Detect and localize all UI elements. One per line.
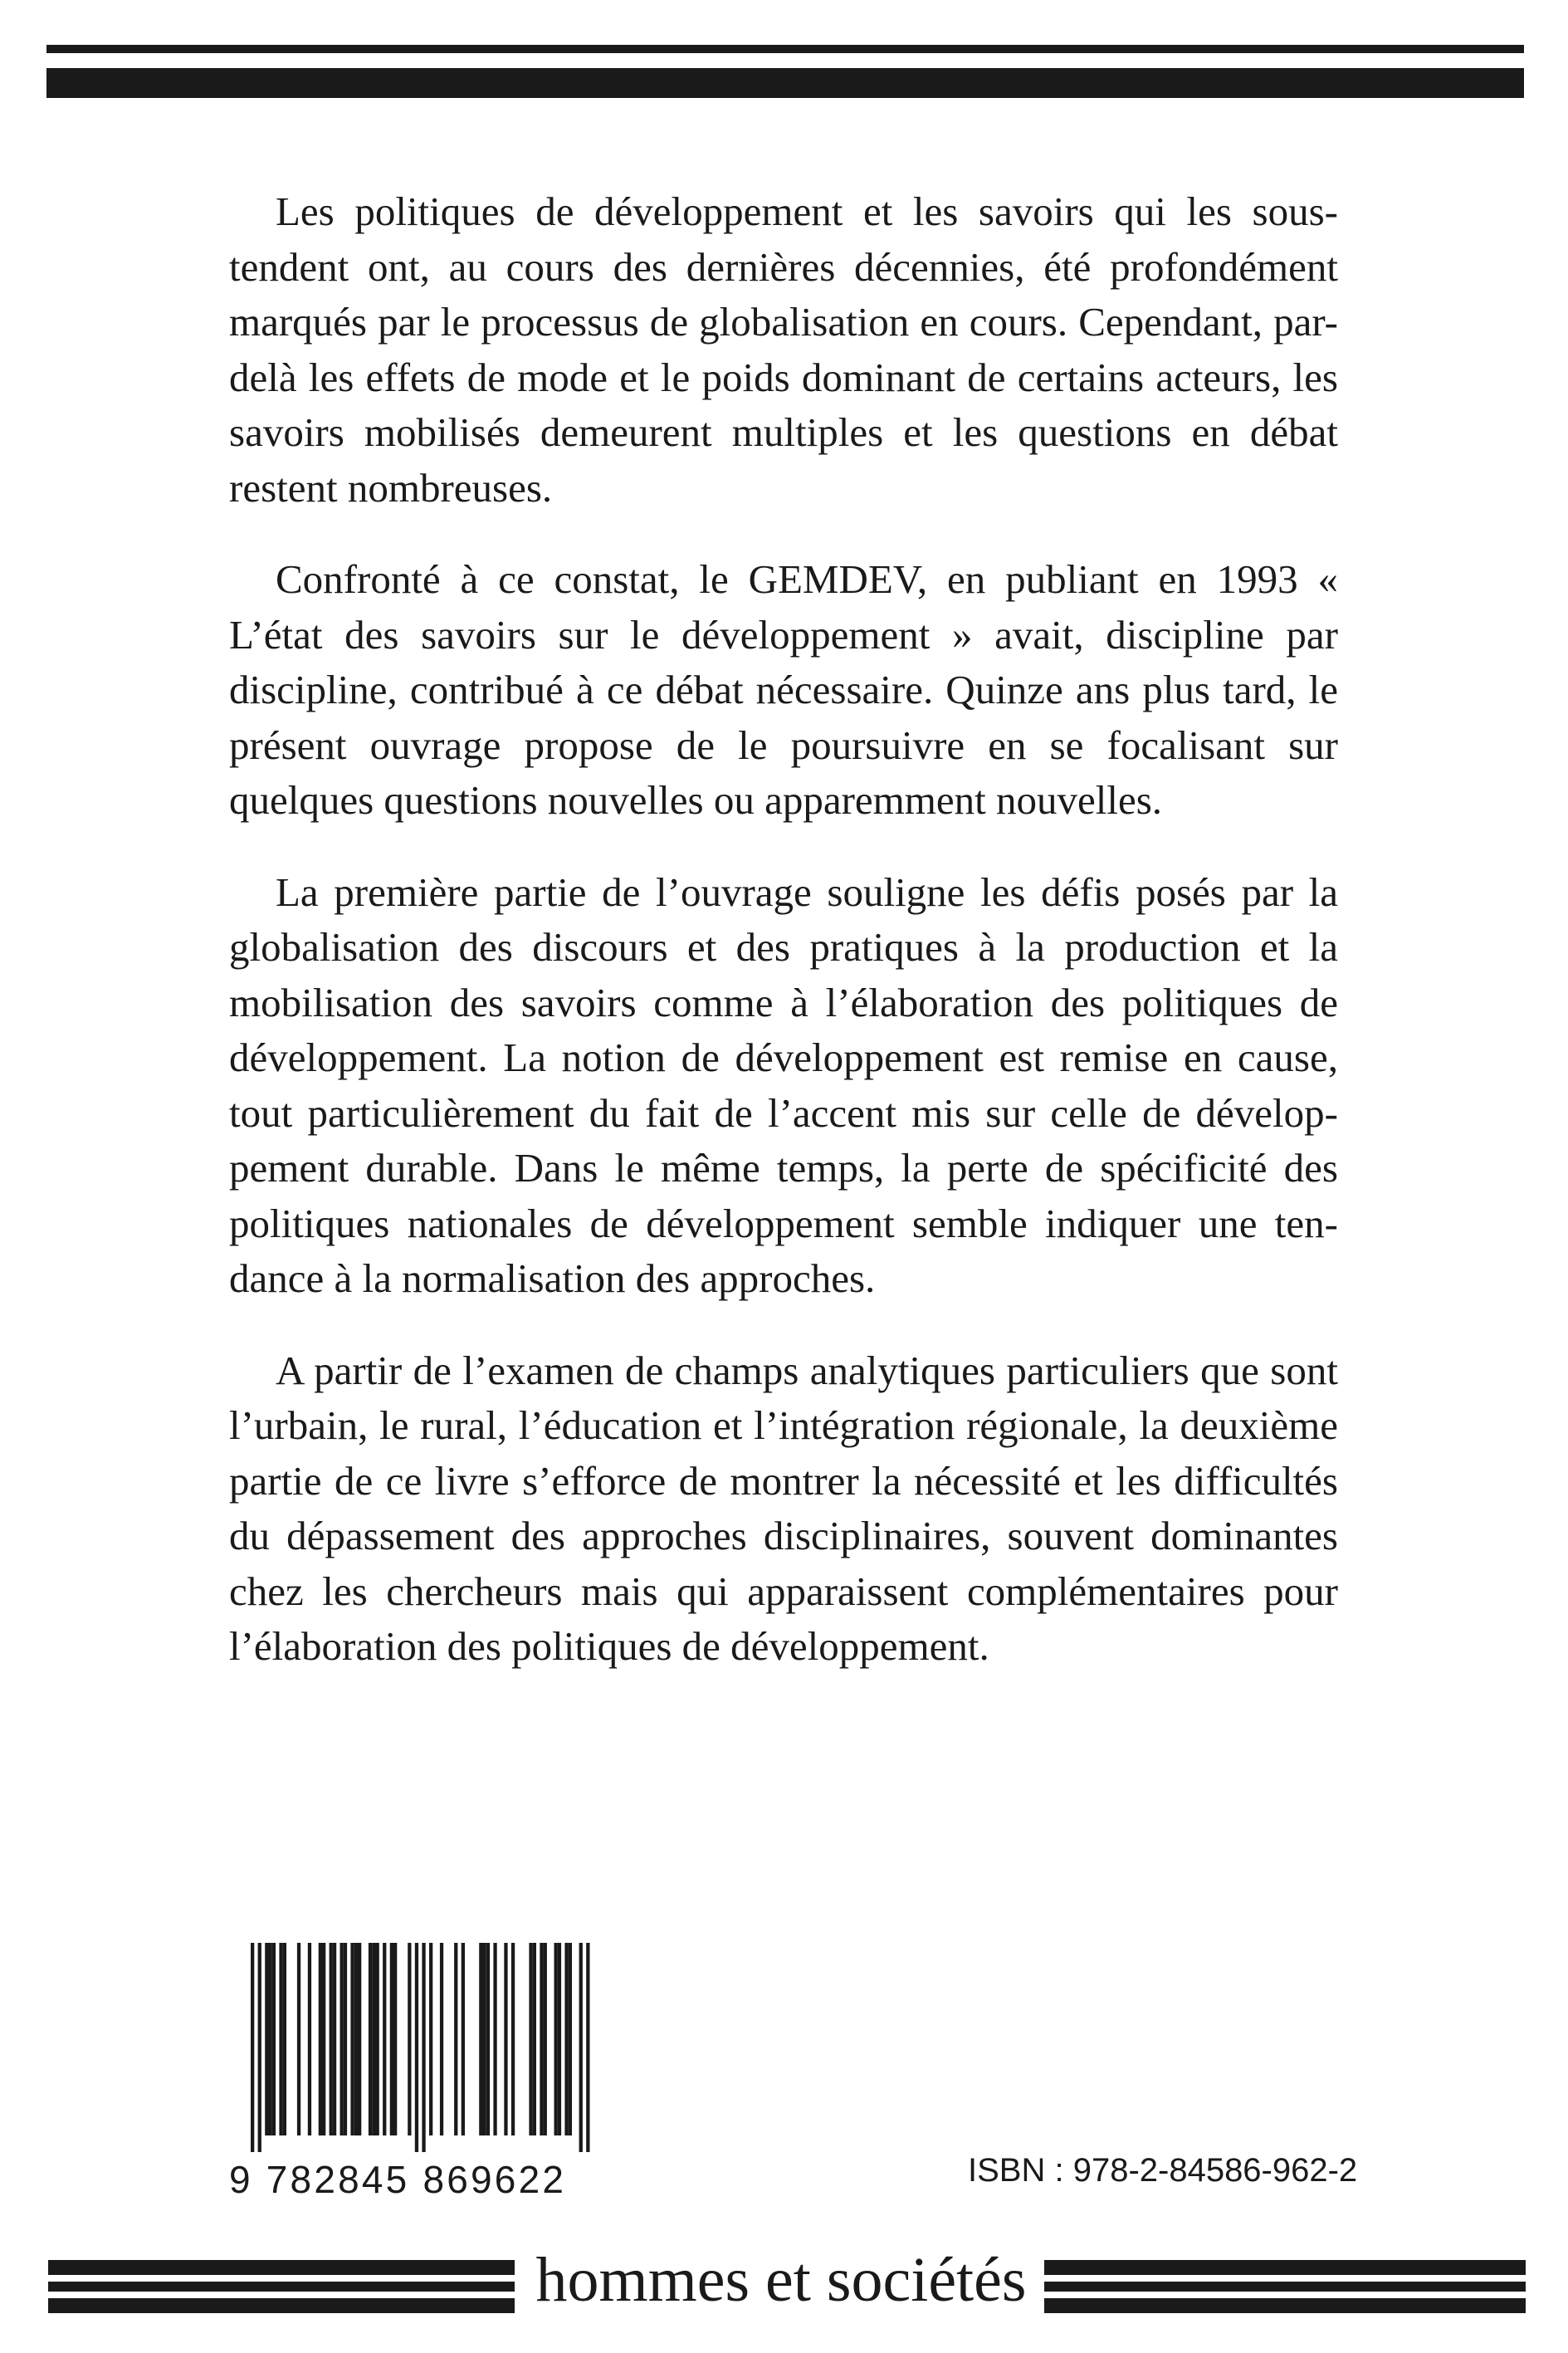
barcode-bar: [372, 1943, 375, 2135]
barcode-bar: [569, 1943, 572, 2135]
barcode-bar: [376, 1943, 379, 2135]
barcode-bar: [483, 1943, 486, 2135]
barcode-bar: [429, 1943, 432, 2135]
barcode-bar: [493, 1943, 496, 2135]
barcode-bar: [558, 1943, 561, 2135]
barcode-bar: [369, 1943, 372, 2135]
barcode-bar: [344, 1943, 347, 2135]
barcode-bar: [340, 1943, 344, 2135]
barcode-bar: [544, 1943, 547, 2135]
barcode-bar: [540, 1943, 543, 2135]
barcode-bar: [586, 1943, 589, 2152]
barcode-bar: [408, 1943, 411, 2135]
barcode-bar: [308, 1943, 311, 2135]
barcode-bar: [322, 1943, 325, 2135]
barcode-bar: [330, 1943, 333, 2135]
barcode-digits: 9 782845 869622: [229, 2158, 567, 2201]
barcode-bar: [272, 1943, 276, 2135]
paragraph-2: Confronté à ce constat, le GEMDEV, en publiant en 1993 « L’état des savoirs sur le développement » avait, discipline par discipline, contribué à ce débat nécessaire. Quinze ans plus tard, le présent ouvrage propose de le poursuivre en se focalisant sur quelques questions nouvelles ou apparemment nouvelles.: [229, 556, 1338, 823]
barcode-bar: [454, 1943, 457, 2135]
top-rule-thick: [46, 68, 1524, 98]
barcode-bar: [579, 1943, 583, 2152]
barcode-bar: [393, 1943, 397, 2135]
isbn: ISBN : 978-2-84586-962-2: [968, 2152, 1358, 2189]
barcode-bar: [479, 1943, 482, 2135]
barcode-bar: [511, 1943, 515, 2135]
barcode-bar: [358, 1943, 361, 2135]
barcode-bar: [350, 1943, 354, 2135]
barcode-bar: [486, 1943, 490, 2135]
barcode-bar: [422, 1943, 425, 2152]
back-cover-text: [229, 184, 1338, 1711]
barcode-bar: [440, 1943, 443, 2135]
paragraph-1: Les politiques de développement et les savoirs qui les soustendent ont, au cours des dernières décennies, été profondément marqués par le processus de globalisation en cours. Cependant, par-delà les effets de mode et le poids dominant de certains acteurs, les savoirs mobilisés demeurent multiples et les questions en débat restent nombreuses.: [229, 188, 1338, 511]
barcode-bars: [231, 1943, 596, 2160]
top-rule-thin: [46, 45, 1524, 53]
barcode-bar: [279, 1943, 282, 2135]
barcode-bar: [564, 1943, 568, 2135]
barcode-bar: [529, 1943, 532, 2135]
barcode-bar: [251, 1943, 254, 2152]
barcode-bar: [265, 1943, 268, 2135]
barcode-bar: [415, 1943, 418, 2152]
paragraph-3: La première partie de l’ouvrage souligne les défis posés par la globalisation des discours et des pratiques à la production et la mobilisation des savoirs comme à l’élaboration des politiques de développement. La notion de développement est remise en cause, tout particulièrement du fait de l’accent mis sur celle de développement durable. Dans le même temps, la perte de spécificité des politiques nationales de développement semble indiquer une tendance à la normalisation des approches.: [229, 868, 1338, 1301]
barcode-bar: [504, 1943, 507, 2135]
barcode-bar: [283, 1943, 286, 2135]
barcode-bar: [333, 1943, 336, 2135]
barcode-bar: [269, 1943, 272, 2135]
barcode-bar: [297, 1943, 300, 2135]
series-title: hommes et sociétés: [535, 2245, 1027, 2315]
barcode: [229, 1943, 596, 2201]
barcode-bar: [383, 1943, 386, 2135]
barcode-bar: [258, 1943, 261, 2152]
barcode-bar: [319, 1943, 322, 2135]
barcode-bar: [462, 1943, 465, 2135]
paragraph-4: A partir de l’examen de champs analytiques particuliers que sont l’urbain, le rural, l’éducation et l’intégration régionale, la deuxième partie de ce livre s’efforce de montrer la nécessité et les difficultés du dépassement des approches disciplinaires, souvent dominantes chez les chercheurs mais qui apparaissent complémentaires pour l’élaboration des politiques de développement.: [229, 1347, 1338, 1669]
barcode-bar: [533, 1943, 536, 2135]
barcode-bar: [390, 1943, 393, 2135]
barcode-bar: [354, 1943, 358, 2135]
barcode-bar: [554, 1943, 558, 2135]
